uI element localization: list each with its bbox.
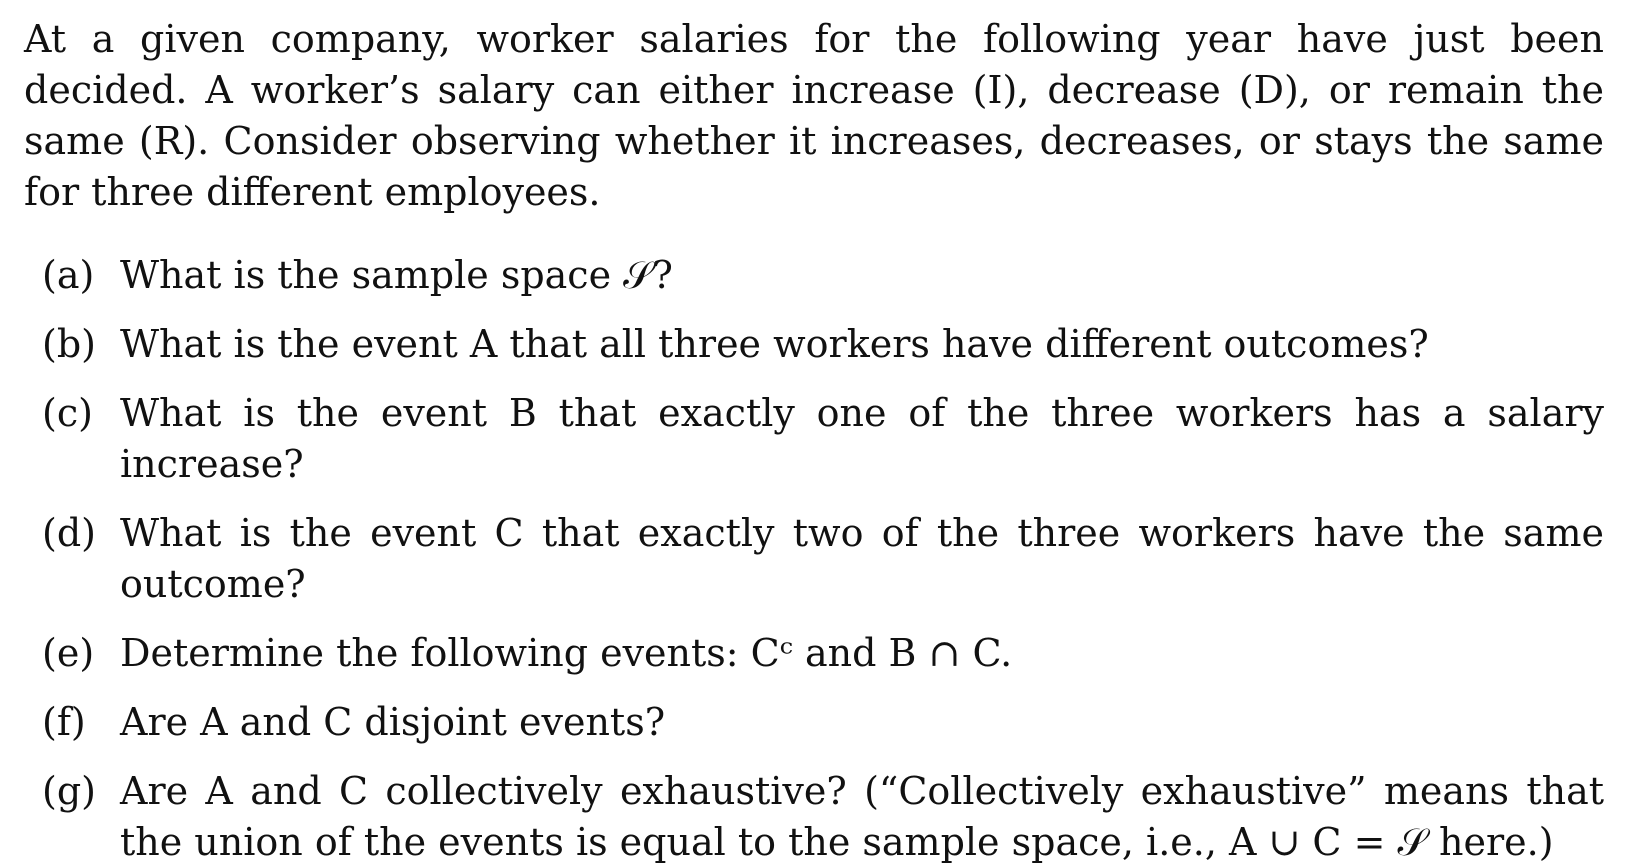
item-marker: (b): [42, 322, 96, 366]
item-marker: (e): [42, 631, 95, 675]
item-text: What is the event C that exactly two of the three workers have the same outcome?: [120, 511, 1604, 606]
list-item: [24, 628, 1604, 679]
list-item: [24, 250, 1604, 301]
question-list: [24, 250, 1604, 868]
item-marker: (f): [42, 700, 86, 744]
list-item: [24, 697, 1604, 748]
item-text: What is the event A that all three workers have different outcomes?: [120, 322, 1429, 366]
item-text: What is the event B that exactly one of the three workers has a salary increase?: [120, 391, 1604, 486]
item-text: Determine the following events: Cᶜ and B ∩ C.: [120, 631, 1013, 675]
item-text: Are A and C collectively exhaustive? (“Collectively exhaustive” means that the union of the events is equal to the sample space, i.e., A ∪ C = 𝒮 here.): [120, 769, 1604, 864]
intro-paragraph: At a given company, worker salaries for the following year have just been decided. A worker’s salary can either increase (I), decrease (D), or remain the same (R). Consider observing whether it increases, decreases, or stays the same for three different employees.: [24, 17, 1604, 214]
item-text: What is the sample space 𝒮?: [120, 253, 673, 297]
item-text: Are A and C disjoint events?: [120, 700, 666, 744]
item-marker: (g): [42, 769, 96, 813]
list-item: [24, 388, 1604, 490]
list-item: [24, 319, 1604, 370]
problem-statement: [24, 14, 1604, 868]
item-marker: (d): [42, 511, 96, 555]
list-item: [24, 508, 1604, 610]
list-item: [24, 766, 1604, 868]
item-marker: (a): [42, 253, 95, 297]
item-marker: (c): [42, 391, 93, 435]
